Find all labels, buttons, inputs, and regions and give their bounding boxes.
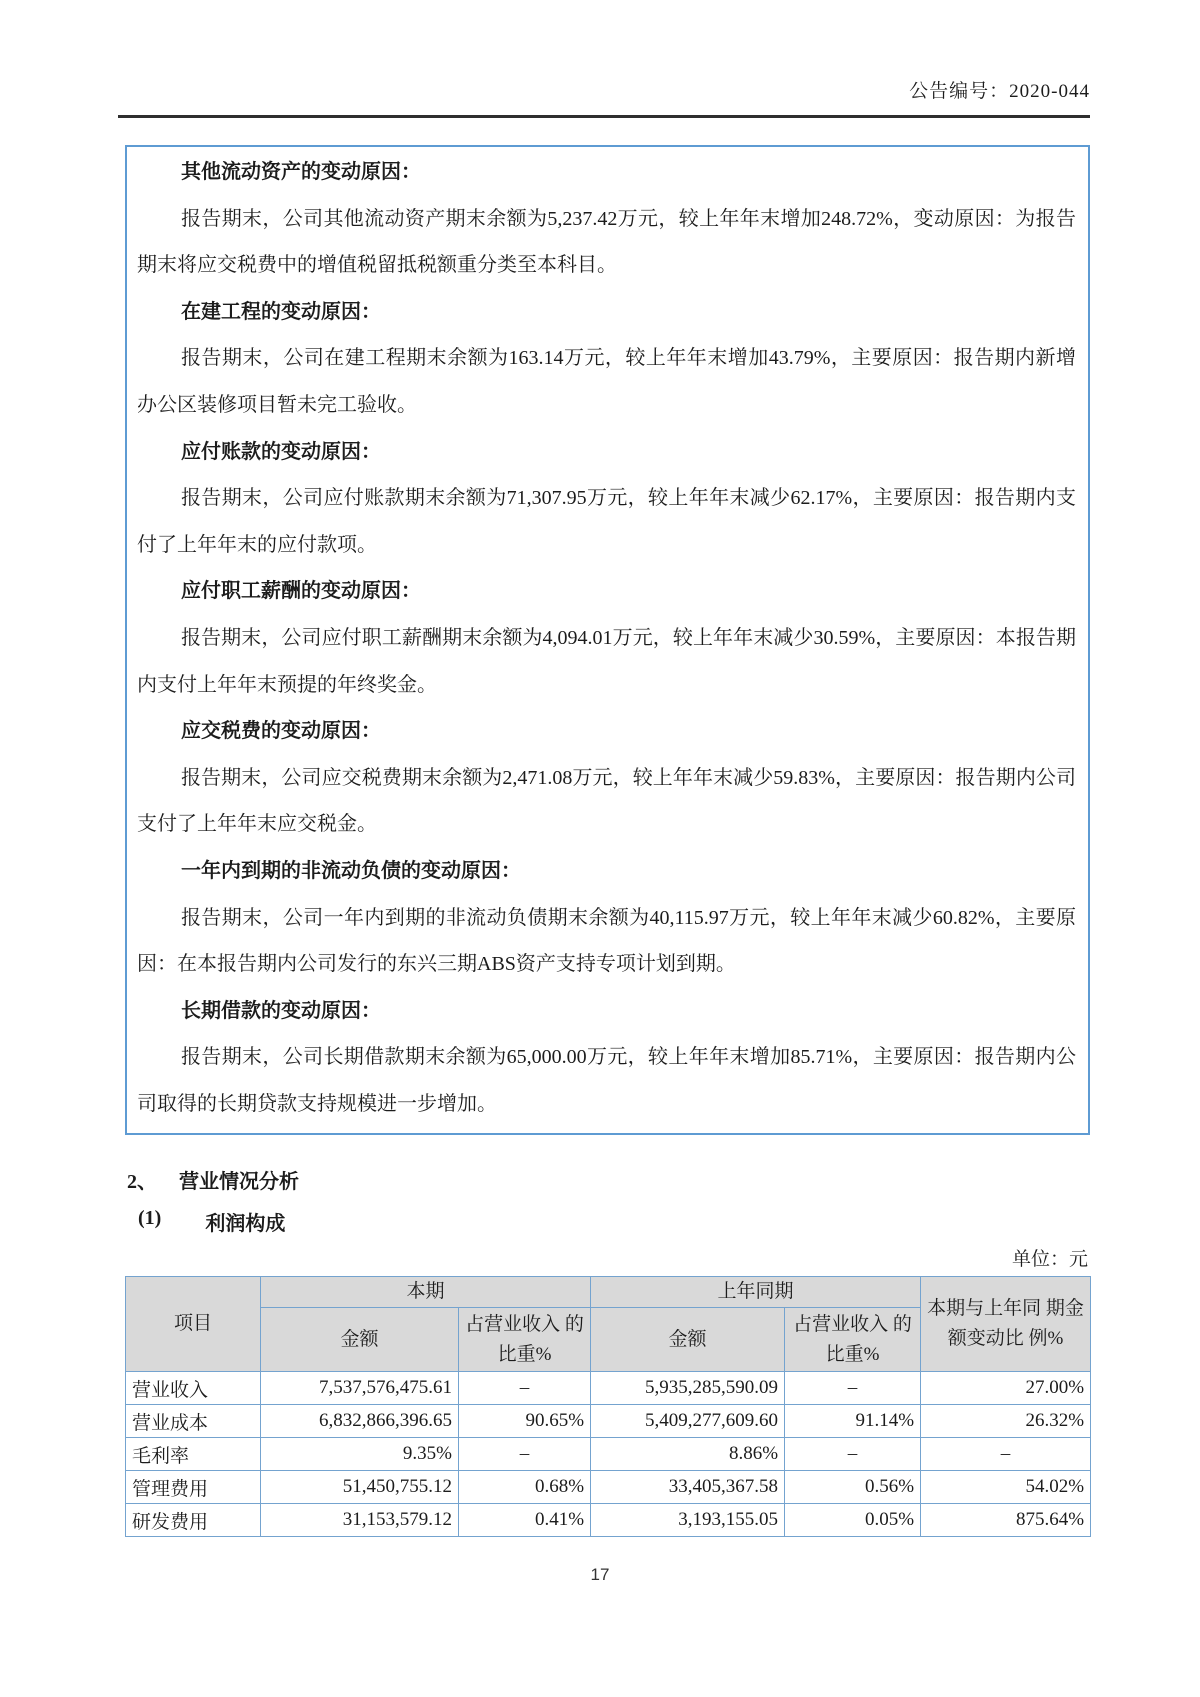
subsection-number: (1) [138,1207,162,1230]
subsection-title-profit-composition [138,1207,1090,1236]
cell-prior-ratio: 91.14% [785,1405,921,1438]
cell-item: 营业成本 [126,1405,261,1438]
reason-section [137,848,1076,988]
col-header-change-ratio: 本期与上年同 期金额变动比 例% [921,1277,1091,1372]
reason-heading: 应付账款的变动原因： [181,440,381,463]
col-group-prior-period: 上年同期 [591,1277,921,1308]
table-row [126,1471,1091,1504]
cell-prior-ratio: 0.56% [785,1471,921,1504]
table-row [126,1438,1091,1471]
reason-heading: 应付职工薪酬的变动原因： [181,580,421,603]
section-title-business-analysis [127,1165,1090,1194]
cell-item: 营业收入 [126,1372,261,1405]
cell-current-amount: 7,537,576,475.61 [261,1372,459,1405]
reason-section [137,708,1076,848]
change-reasons-box [125,145,1090,1135]
col-header-prior-ratio: 占营业收入 的比重% [785,1308,921,1372]
cell-prior-ratio: – [785,1372,921,1405]
cell-change-ratio: 27.00% [921,1372,1091,1405]
table-header-row-groups [126,1277,1091,1308]
subsection-title-text: 利润构成 [205,1213,286,1236]
cell-change-ratio: – [921,1438,1091,1471]
col-group-current-period: 本期 [261,1277,591,1308]
cell-current-ratio: 0.68% [459,1471,591,1504]
cell-change-ratio: 26.32% [921,1405,1091,1438]
reason-heading: 长期借款的变动原因： [181,999,381,1022]
cell-prior-ratio: – [785,1438,921,1471]
reason-paragraph: 报告期末，公司一年内到期的非流动负债期末余额为40,115.97万元，较上年年末减少60.82%，主要原因：在本报告期内公司发行的东兴三期ABS资产支持专项计划到期。 [137,906,1076,976]
cell-prior-ratio: 0.05% [785,1504,921,1537]
reason-heading: 在建工程的变动原因： [181,300,381,323]
reason-heading: 应交税费的变动原因： [181,720,381,743]
cell-prior-amount: 8.86% [591,1438,785,1471]
reason-paragraph: 报告期末，公司应交税费期末余额为2,471.08万元，较上年年末减少59.83%，主要原因：报告期内公司支付了上年年末应交税金。 [137,766,1076,836]
reason-section [137,988,1076,1128]
reason-heading: 一年内到期的非流动负债的变动原因： [181,859,521,882]
cell-current-ratio: – [459,1372,591,1405]
reason-paragraph: 报告期末，公司应付职工薪酬期末余额为4,094.01万元，较上年年末减少30.59%，主要原因：本报告期内支付上年年末预提的年终奖金。 [137,626,1076,696]
section-title-text: 营业情况分析 [179,1171,299,1194]
cell-prior-amount: 3,193,155.05 [591,1504,785,1537]
table-row [126,1504,1091,1537]
table-row [126,1405,1091,1438]
reason-paragraph: 报告期末，公司其他流动资产期末余额为5,237.42万元，较上年年末增加248.72%，变动原因：为报告期末将应交税费中的增值税留抵税额重分类至本科目。 [137,207,1076,277]
reason-paragraph: 报告期末，公司在建工程期末余额为163.14万元，较上年年末增加43.79%，主要原因：报告期内新增办公区装修项目暂未完工验收。 [137,347,1076,416]
cell-prior-amount: 5,409,277,609.60 [591,1405,785,1438]
col-header-prior-amount: 金额 [591,1308,785,1372]
cell-current-amount: 9.35% [261,1438,459,1471]
reason-section [137,568,1076,708]
cell-current-amount: 51,450,755.12 [261,1471,459,1504]
reason-heading: 其他流动资产的变动原因： [181,161,421,183]
cell-change-ratio: 54.02% [921,1471,1091,1504]
cell-current-ratio: – [459,1438,591,1471]
page-number: 17 [590,1565,610,1585]
reason-paragraph: 报告期末，公司应付账款期末余额为71,307.95万元，较上年年末减少62.17%，主要原因：报告期内支付了上年年末的应付款项。 [137,487,1076,556]
reason-section [137,289,1076,429]
cell-item: 管理费用 [126,1471,261,1504]
profit-composition-table [125,1276,1091,1537]
header-rule [118,115,1090,118]
cell-current-ratio: 0.41% [459,1504,591,1537]
cell-item: 毛利率 [126,1438,261,1471]
cell-current-amount: 6,832,866,396.65 [261,1405,459,1438]
col-header-current-amount: 金额 [261,1308,459,1372]
unit-label: 单位：元 [1011,1249,1088,1271]
reason-section [137,429,1076,569]
cell-current-amount: 31,153,579.12 [261,1504,459,1537]
table-row [126,1372,1091,1405]
section-number: 2、 [127,1171,157,1194]
cell-change-ratio: 875.64% [921,1504,1091,1537]
reason-paragraph: 报告期末，公司长期借款期末余额为65,000.00万元，较上年年末增加85.71%，主要原因：报告期内公司取得的长期贷款支持规模进一步增加。 [137,1046,1076,1115]
col-header-item: 项目 [126,1277,261,1372]
reason-section [137,149,1076,289]
cell-current-ratio: 90.65% [459,1405,591,1438]
doc-number: 公告编号：2020-044 [909,81,1090,102]
cell-prior-amount: 5,935,285,590.09 [591,1372,785,1405]
col-header-current-ratio: 占营业收入 的比重% [459,1308,591,1372]
cell-prior-amount: 33,405,367.58 [591,1471,785,1504]
cell-item: 研发费用 [126,1504,261,1537]
